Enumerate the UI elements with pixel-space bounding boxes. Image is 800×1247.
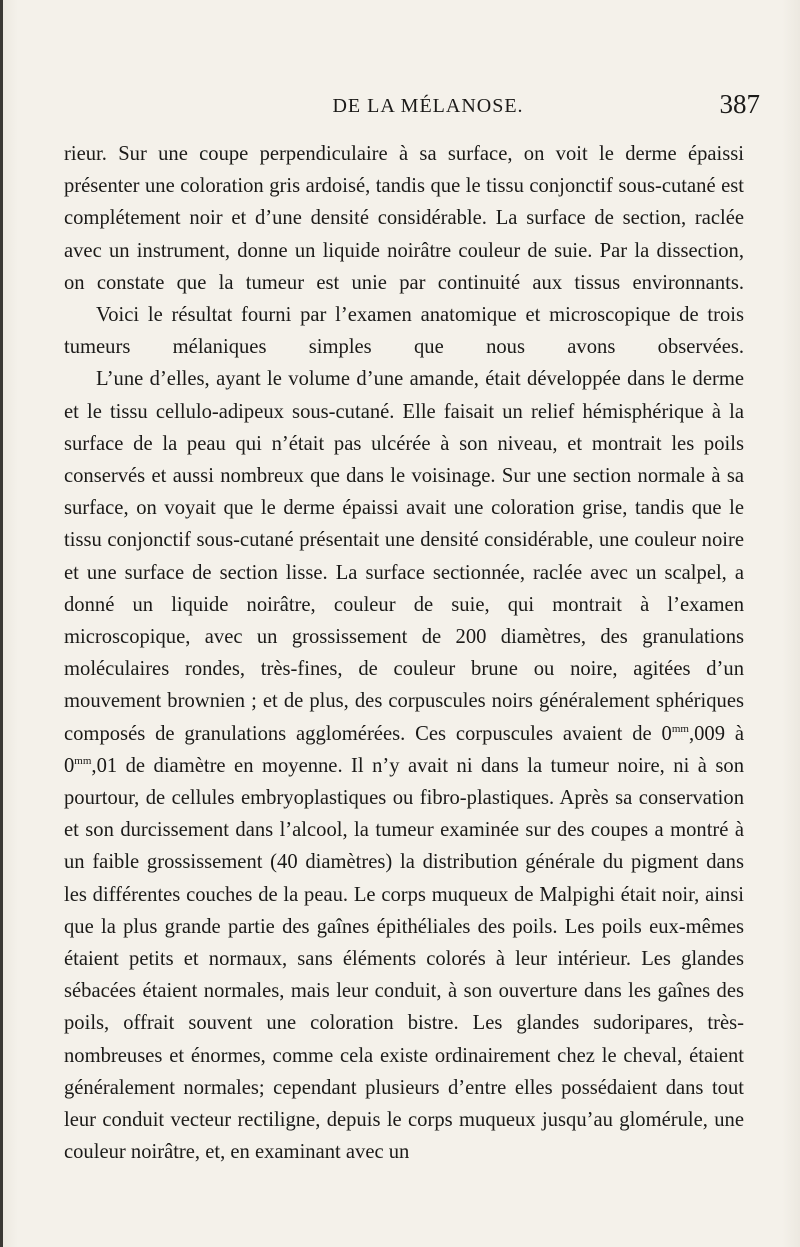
paragraph-2: Voici le résultat fourni par l’examen anatomique et microscopique de trois tumeurs mélaniques simples que nous avons observées. xyxy=(64,304,744,359)
running-header xyxy=(96,85,760,125)
paragraph-3-part-3: ,01 de diamètre en moyenne. Il n’y avait ni dans la tumeur noire, ni à son pourtour, de cellules embryoplastiques ou fibro-plastiques. Après sa conservation et son durcissement dans l’alcool, la tumeur examinée sur des coupes a montré à un faible grossissement (40 diamètres) la distribution générale du pigment dans les différentes couches de la peau. Le corps muqueux de Malpighi était noir, ainsi que la plus grande partie des gaînes épithéliales des poils. Les poils eux-mêmes étaient petits et normaux, sans éléments colorés à leur intérieur. Les glandes sébacées étaient normales, mais leur conduit, à son ouverture dans les gaînes des poils, offrait souvent une coloration bistre. Les glandes sudoripares, très-nombreuses et énormes, comme cela existe ordinairement chez le cheval, étaient généralement normales; cependant plusieurs d’entre elles possédaient dans tout leur conduit vecteur rectiligne, depuis le corps muqueux jusqu’au glomérule, une couleur noirâtre, et, en examinant avec un xyxy=(64,754,744,1164)
paragraph-3 xyxy=(64,363,744,1168)
millimetre-unit-1: mm xyxy=(671,722,689,735)
millimetre-unit-2: mm xyxy=(74,755,92,767)
paragraph-1: rieur. Sur une coupe perpendiculaire à sa surface, on voit le derme épaissi présenter une coloration gris ardoisé, tandis que le tissu conjonctif sous-cutané est complétement noir et d’une densité considérable. La surface de section, raclée avec un instrument, donne un liquide noirâtre couleur de suie. Par la dissection, on constate que la tumeur est unie par continuité aux tissus environnants. xyxy=(64,143,744,294)
body-text xyxy=(64,138,744,1169)
paragraph-3-part-1: L’une d’elles, ayant le volume d’une amande, était développée dans le derme et le tissu cellulo-adipeux sous-cutané. Elle faisait un relief hémisphérique à la surface de la peau qui n’était pas ulcérée à son niveau, et montrait les poils conservés et aussi nombreux que dans le voisinage. Sur une section normale à sa surface, on voyait que le derme épaissi avait une coloration grise, tandis que le tissu conjonctif sous-cutané présentait une densité considérable, une couleur noire et une surface de section lisse. La surface sectionnée, raclée avec un scalpel, a donné un liquide noirâtre, couleur de suie, qui montrait à l’examen microscopique, avec un grossissement de 200 diamètres, des granulations moléculaires rondes, très-fines, de couleur brune ou noire, agitées d’un mouvement brownien ; et de plus, des corpuscules noirs généralement sphériques composés de granulations agglomérées. Ces corpuscules avaient de 0 xyxy=(64,368,744,745)
page-number: 387 xyxy=(719,89,760,119)
running-title: DE LA MÉLANOSE. xyxy=(332,95,524,117)
paragraph-3-part-2: ,009 à 0 xyxy=(64,722,744,777)
page-left-edge xyxy=(0,0,3,1247)
